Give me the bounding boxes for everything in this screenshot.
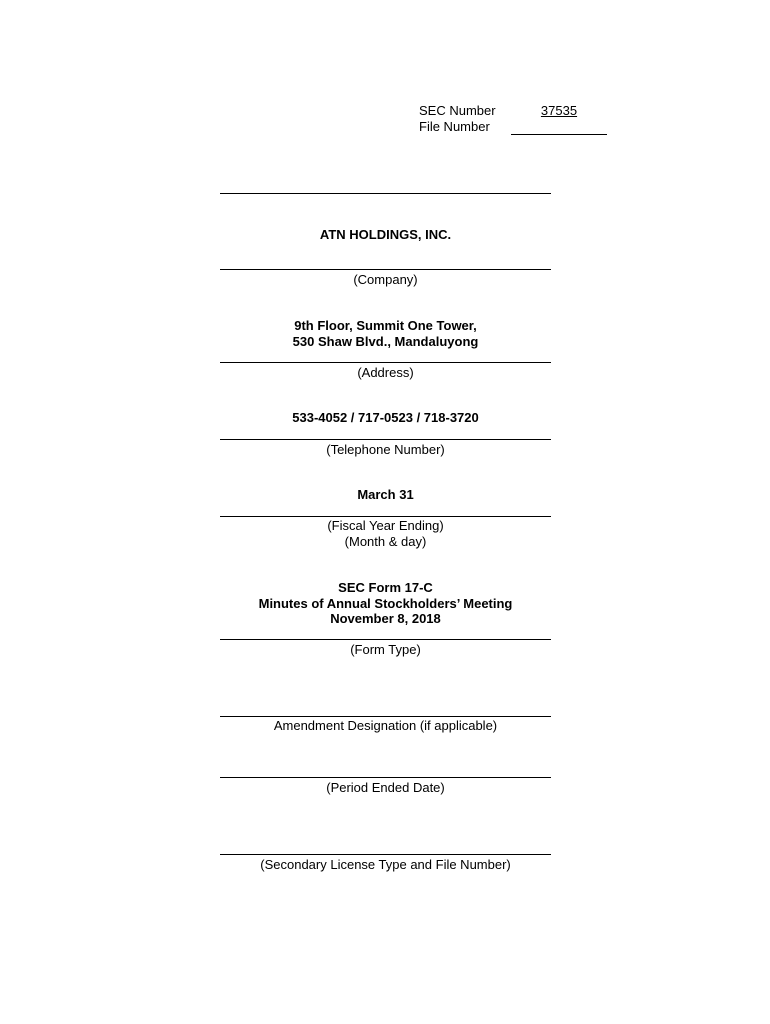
- sec-number-block: [419, 103, 619, 135]
- fiscal-year-rule: [220, 516, 551, 517]
- company-name: ATN HOLDINGS, INC.: [319, 227, 452, 242]
- sec-number-label: SEC Number: [419, 103, 496, 118]
- top-rule: [220, 193, 551, 194]
- form-type-line-1: SEC Form 17-C: [338, 580, 433, 595]
- period-rule: [220, 777, 551, 778]
- form-type-line-2: Minutes of Annual Stockholders’ Meeting: [258, 596, 513, 611]
- period-caption: (Period Ended Date): [326, 780, 445, 795]
- company-rule: [220, 269, 551, 270]
- sec-number-value: 37535: [540, 103, 578, 118]
- form-type-line-3: November 8, 2018: [330, 611, 441, 626]
- sec-number-row: [419, 103, 619, 119]
- month-day-caption: (Month & day): [344, 534, 427, 549]
- file-number-label: File Number: [419, 119, 490, 134]
- fiscal-year-caption: (Fiscal Year Ending): [327, 518, 444, 533]
- telephone-rule: [220, 439, 551, 440]
- file-number-value: [511, 120, 607, 135]
- file-number-row: [419, 119, 619, 135]
- address-line-2: 530 Shaw Blvd., Mandaluyong: [292, 334, 479, 349]
- company-caption: (Company): [353, 272, 418, 287]
- amendment-caption: Amendment Designation (if applicable): [273, 718, 498, 733]
- secondary-license-rule: [220, 854, 551, 855]
- address-line-1: 9th Floor, Summit One Tower,: [294, 318, 477, 333]
- address-rule: [220, 362, 551, 363]
- form-type-caption: (Form Type): [350, 642, 421, 657]
- form-type-rule: [220, 639, 551, 640]
- amendment-rule: [220, 716, 551, 717]
- address-caption: (Address): [357, 365, 414, 380]
- telephone-caption: (Telephone Number): [326, 442, 445, 457]
- fiscal-year-value: March 31: [357, 487, 414, 502]
- secondary-license-caption: (Secondary License Type and File Number): [260, 857, 511, 872]
- telephone-value: 533-4052 / 717-0523 / 718-3720: [292, 410, 479, 425]
